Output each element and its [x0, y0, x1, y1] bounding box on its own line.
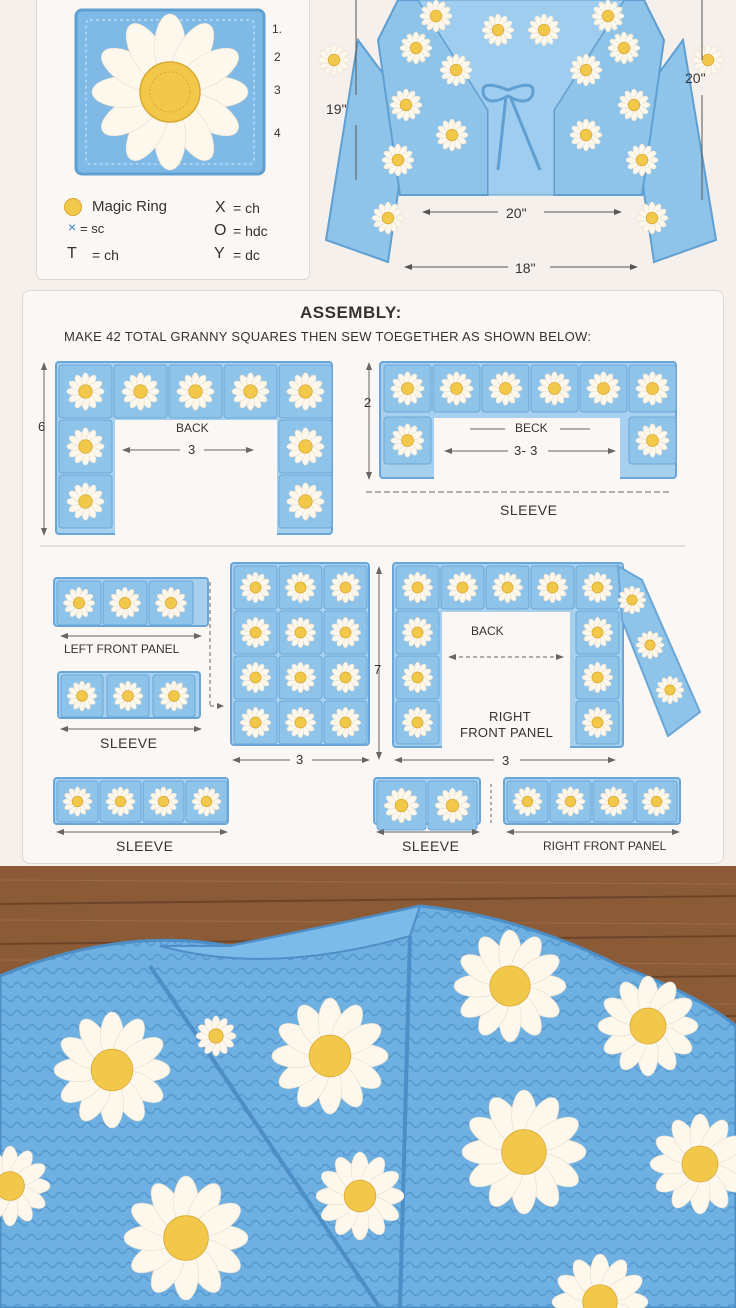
sleeve-a-label: SLEEVE [100, 735, 158, 751]
jacket-length-label: 19" [326, 101, 347, 117]
legend-t-ch: = ch [92, 247, 119, 263]
panel1-back-label: BACK [176, 421, 209, 435]
jacket-hem-label: 18" [515, 260, 536, 276]
legend-sc: = sc [80, 221, 105, 236]
legend-t-symbol: T [67, 245, 77, 262]
legend-hdc: = hdc [233, 223, 268, 239]
right-front-line2: FRONT PANEL [460, 725, 554, 740]
panel1-width-label: 3 [188, 442, 196, 457]
cardigan-photo [0, 866, 736, 1308]
left-front-panel-label: LEFT FRONT PANEL [64, 642, 180, 656]
panel2-sleeve-label: SLEEVE [500, 502, 558, 518]
grid-height-label: 7 [374, 662, 382, 677]
width3-label: 3 [502, 753, 510, 768]
step-4-label: 4 [274, 126, 281, 140]
right-front-bottom-label: RIGHT FRONT PANEL [543, 839, 667, 853]
legend-o-symbol: O [214, 222, 227, 239]
panel2-beck-label: BECK [515, 421, 548, 435]
panel2-height-label: 2 [364, 395, 372, 410]
legend-dc: = dc [233, 247, 260, 263]
jacket-sleeve-length-label: 20" [685, 70, 706, 86]
sleeve-b-label: SLEEVE [116, 838, 174, 854]
cardigan-photo-art [0, 866, 736, 1308]
legend-sc-symbol: × [68, 219, 77, 235]
sleeve-c-label: SLEEVE [402, 838, 460, 854]
back-panel-neck-opening [115, 420, 277, 536]
legend-magic-ring: Magic Ring [92, 198, 168, 215]
step-1-label: 1. [272, 22, 283, 36]
legend-y-symbol: Y [214, 245, 225, 262]
panel2-width-label: 3- 3 [514, 443, 538, 458]
right-front-line1: RIGHT [489, 709, 531, 724]
panel1-height-label: 6 [38, 419, 46, 434]
grid-width-label: 3 [296, 752, 304, 767]
back2-label: BACK [471, 624, 504, 638]
step-3-label: 3 [274, 83, 281, 97]
legend-x-symbol: X [215, 199, 226, 216]
step-2-label: 2 [274, 50, 281, 64]
assembly-title: ASSEMBLY: [300, 303, 402, 322]
legend-x-ch: = ch [233, 200, 260, 216]
assembly-subtitle: MAKE 42 TOTAL GRANNY SQUARES THEN SEW TOEGETHER AS SHOWN BELOW: [64, 329, 592, 344]
jacket-width-label: 20" [506, 205, 527, 221]
